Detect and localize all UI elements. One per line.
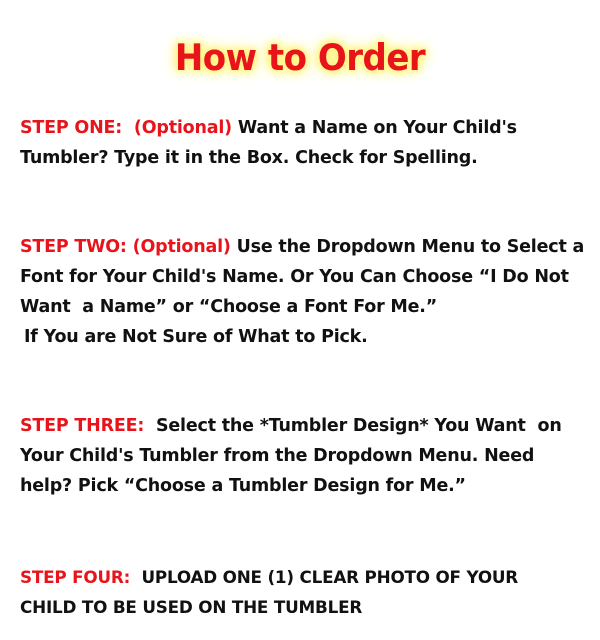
step-three-label: STEP THREE:: [20, 416, 145, 436]
step-one-label: STEP ONE:: [20, 118, 123, 138]
title-container: [0, 38, 600, 78]
step-one-block: [20, 113, 588, 173]
step-one-text-1: Want a Name on Your Child's: [237, 118, 517, 138]
page-title: How to Order: [174, 36, 426, 80]
step-four-text-1: UPLOAD ONE (1) CLEAR PHOTO OF YOUR: [141, 567, 519, 587]
step-four-block: [20, 562, 588, 622]
step-three-line-1: [20, 411, 588, 441]
step-two-line-1: [20, 232, 588, 262]
step-two-text-3: Want a Name” or “Choose a Font For Me.”: [20, 297, 438, 317]
step-two-optional: (Optional): [132, 237, 231, 257]
step-two-text-2: Font for Your Child's Name. Or You Can Choose “I Do Not: [20, 267, 569, 287]
step-one-text-2: Tumbler? Type it in the Box. Check for Spelling.: [20, 148, 478, 168]
step-three-text-1: Select the *Tumbler Design* You Want on: [155, 416, 562, 436]
step-three-text-3: help? Pick “Choose a Tumbler Design for Me.”: [20, 476, 466, 496]
step-three-block: [20, 411, 588, 501]
step-four-label: STEP FOUR:: [20, 567, 131, 587]
step-two-text-1: Use the Dropdown Menu to Select a: [236, 237, 585, 257]
step-three-text-2: Your Child's Tumbler from the Dropdown Menu. Need: [20, 446, 535, 466]
step-two-text-4: If You are Not Sure of What to Pick.: [24, 327, 368, 347]
step-one-optional: (Optional): [133, 118, 232, 138]
step-two-block: [20, 232, 588, 352]
step-four-line-1: [20, 562, 588, 592]
step-four-text-2: CHILD TO BE USED ON THE TUMBLER: [20, 597, 363, 617]
step-two-label: STEP TWO:: [20, 237, 127, 257]
step-one-line-1: [20, 113, 588, 143]
